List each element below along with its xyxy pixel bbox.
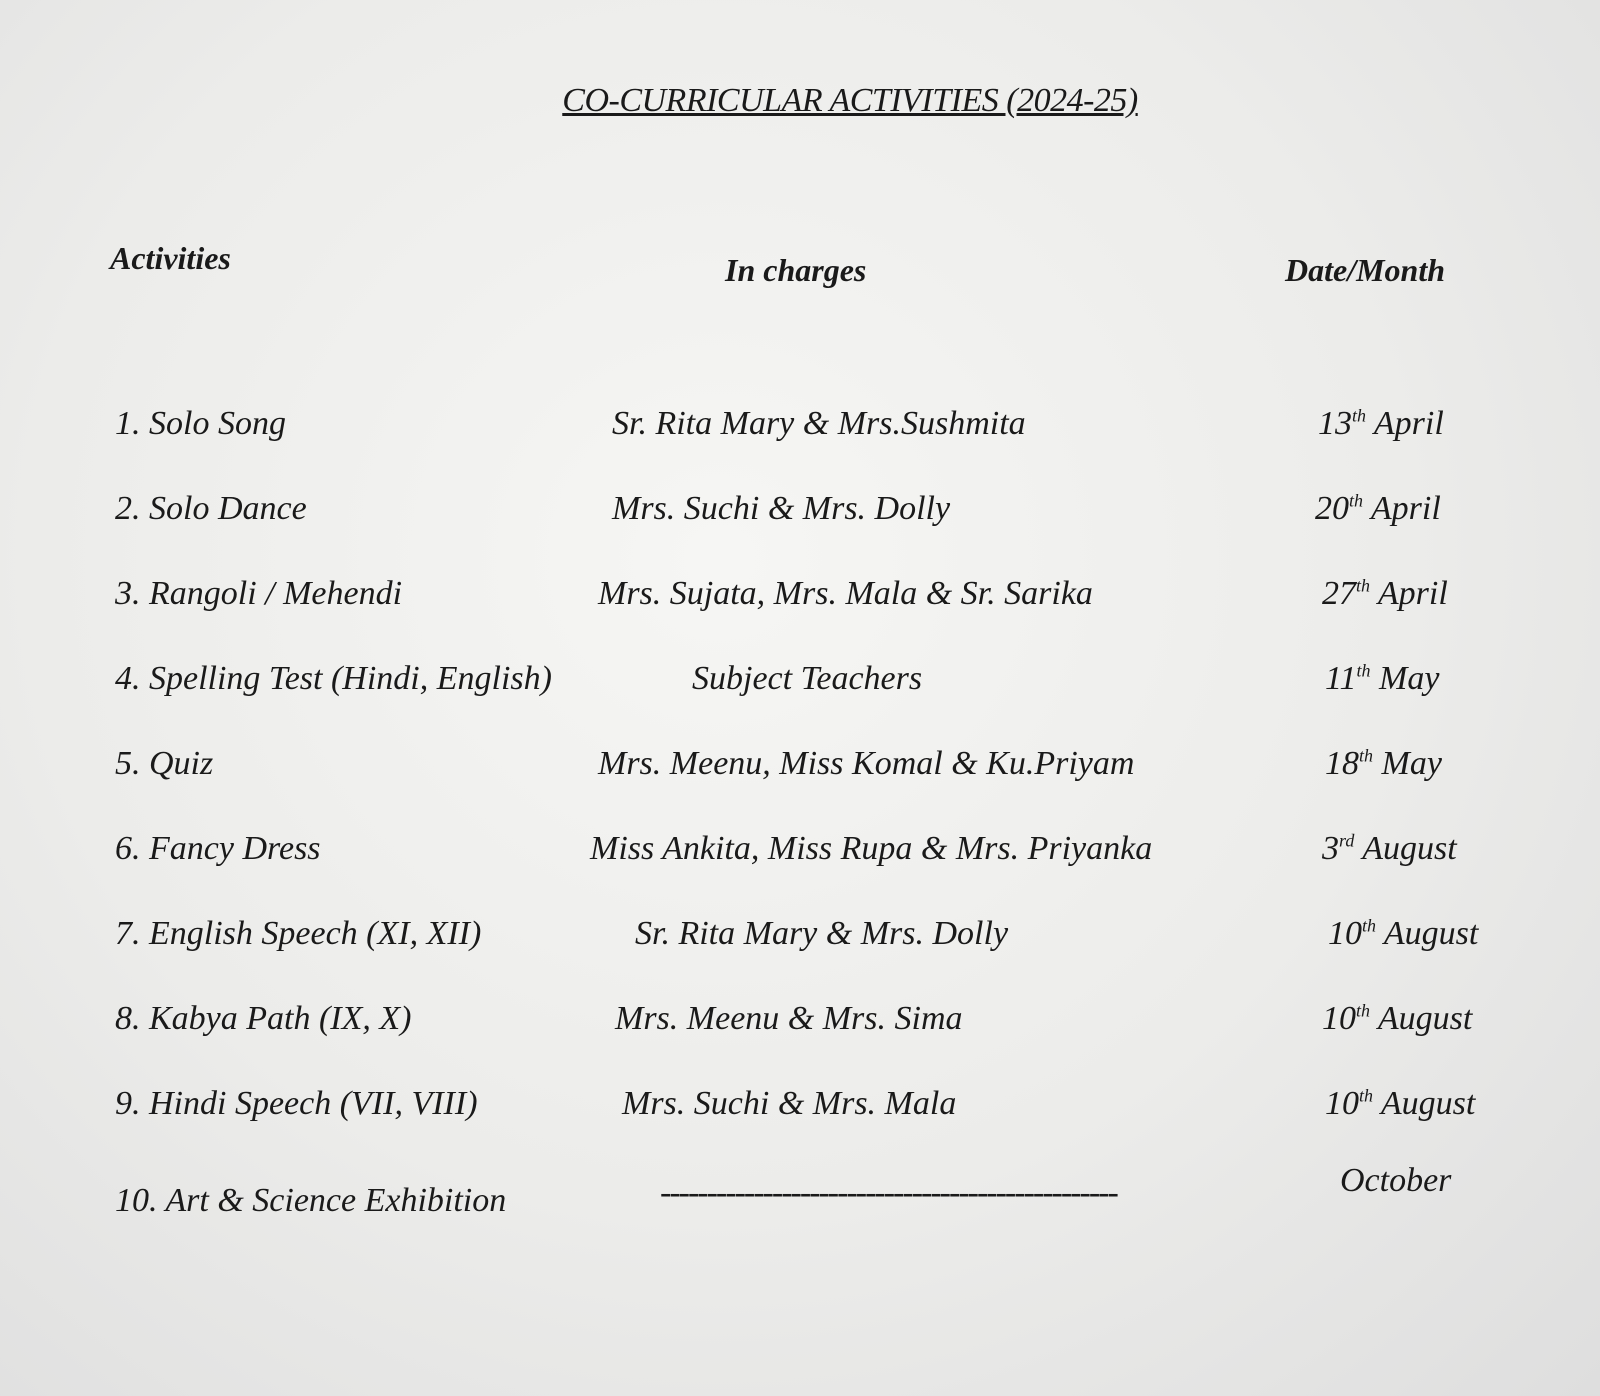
activity-cell: 6. Fancy Dress: [115, 830, 321, 867]
date-cell: [1325, 1085, 1475, 1123]
date-cell: [1340, 1162, 1451, 1200]
date-cell: [1318, 405, 1444, 443]
date-suffix: th: [1349, 490, 1364, 511]
date-day: 27: [1322, 575, 1356, 612]
date-cell: [1322, 1000, 1472, 1038]
header-activities: Activities: [110, 240, 231, 276]
date-cell: [1322, 575, 1448, 613]
date-day: 11: [1325, 660, 1357, 697]
table-row: [0, 660, 1600, 720]
activity-cell: 10. Art & Science Exhibition: [115, 1182, 507, 1219]
activity-cell: 8. Kabya Path (IX, X): [115, 1000, 412, 1037]
date-day: 10: [1328, 915, 1362, 952]
table-row: [0, 915, 1600, 975]
table-row: [0, 575, 1600, 635]
in-charge-dash-line: -------------------------------------------------: [660, 1174, 1117, 1211]
date-suffix: th: [1352, 405, 1367, 426]
date-suffix: th: [1359, 1085, 1374, 1106]
in-charge-cell: Mrs. Meenu, Miss Komal & Ku.Priyam: [598, 745, 1135, 782]
date-day: 13: [1318, 405, 1352, 442]
in-charge-cell: Miss Ankita, Miss Rupa & Mrs. Priyanka: [590, 830, 1153, 867]
activity-cell: 1. Solo Song: [115, 405, 286, 442]
date-month: August: [1383, 915, 1479, 952]
activity-cell: 9. Hindi Speech (VII, VIII): [115, 1085, 478, 1122]
in-charge-cell: Sr. Rita Mary & Mrs.Sushmita: [612, 405, 1026, 442]
date-month: August: [1362, 830, 1457, 867]
table-row: [0, 830, 1600, 890]
date-day: 3: [1322, 830, 1339, 867]
date-suffix: th: [1356, 1000, 1371, 1021]
date-suffix: th: [1356, 660, 1371, 681]
date-cell: [1328, 915, 1478, 953]
header-date-month: Date/Month: [1285, 252, 1446, 288]
activity-cell: 2. Solo Dance: [115, 490, 307, 527]
table-row: [0, 405, 1600, 465]
date-day: 20: [1315, 490, 1349, 527]
table-row: [0, 1162, 1600, 1242]
date-day: 10: [1322, 1000, 1356, 1037]
date-cell: [1325, 745, 1442, 783]
date-suffix: th: [1359, 745, 1374, 766]
date-month: April: [1370, 490, 1441, 527]
date-month: May: [1381, 745, 1442, 782]
date-cell: [1325, 660, 1439, 698]
date-suffix: th: [1356, 575, 1371, 596]
in-charge-cell: Subject Teachers: [692, 660, 923, 697]
in-charge-cell: Mrs. Suchi & Mrs. Dolly: [612, 490, 951, 527]
date-suffix: rd: [1339, 830, 1355, 851]
table-row: [0, 490, 1600, 550]
date-cell: [1315, 490, 1441, 528]
in-charge-cell: Sr. Rita Mary & Mrs. Dolly: [635, 915, 1009, 952]
in-charge-cell: Mrs. Suchi & Mrs. Mala: [622, 1085, 957, 1122]
document-title: CO-CURRICULAR ACTIVITIES (2024-25): [562, 82, 1138, 119]
header-in-charges: In charges: [725, 252, 867, 288]
in-charge-cell: Mrs. Meenu & Mrs. Sima: [615, 1000, 963, 1037]
activity-cell: 7. English Speech (XI, XII): [115, 915, 482, 952]
date-cell: [1322, 830, 1457, 868]
date-month: April: [1377, 575, 1448, 612]
activity-cell: 3. Rangoli / Mehendi: [115, 575, 403, 612]
date-suffix: th: [1362, 915, 1377, 936]
activity-cell: 5. Quiz: [115, 745, 214, 782]
date-month: August: [1377, 1000, 1473, 1037]
date-day: 10: [1325, 1085, 1359, 1122]
in-charge-cell: Mrs. Sujata, Mrs. Mala & Sr. Sarika: [598, 575, 1093, 612]
date-month: April: [1373, 405, 1444, 442]
date-month: October: [1340, 1162, 1452, 1199]
table-row: [0, 1085, 1600, 1145]
table-row: [0, 745, 1600, 805]
date-day: 18: [1325, 745, 1359, 782]
activity-cell: 4. Spelling Test (Hindi, English): [115, 660, 552, 697]
table-row: [0, 1000, 1600, 1060]
date-month: May: [1379, 660, 1440, 697]
date-month: August: [1380, 1085, 1476, 1122]
